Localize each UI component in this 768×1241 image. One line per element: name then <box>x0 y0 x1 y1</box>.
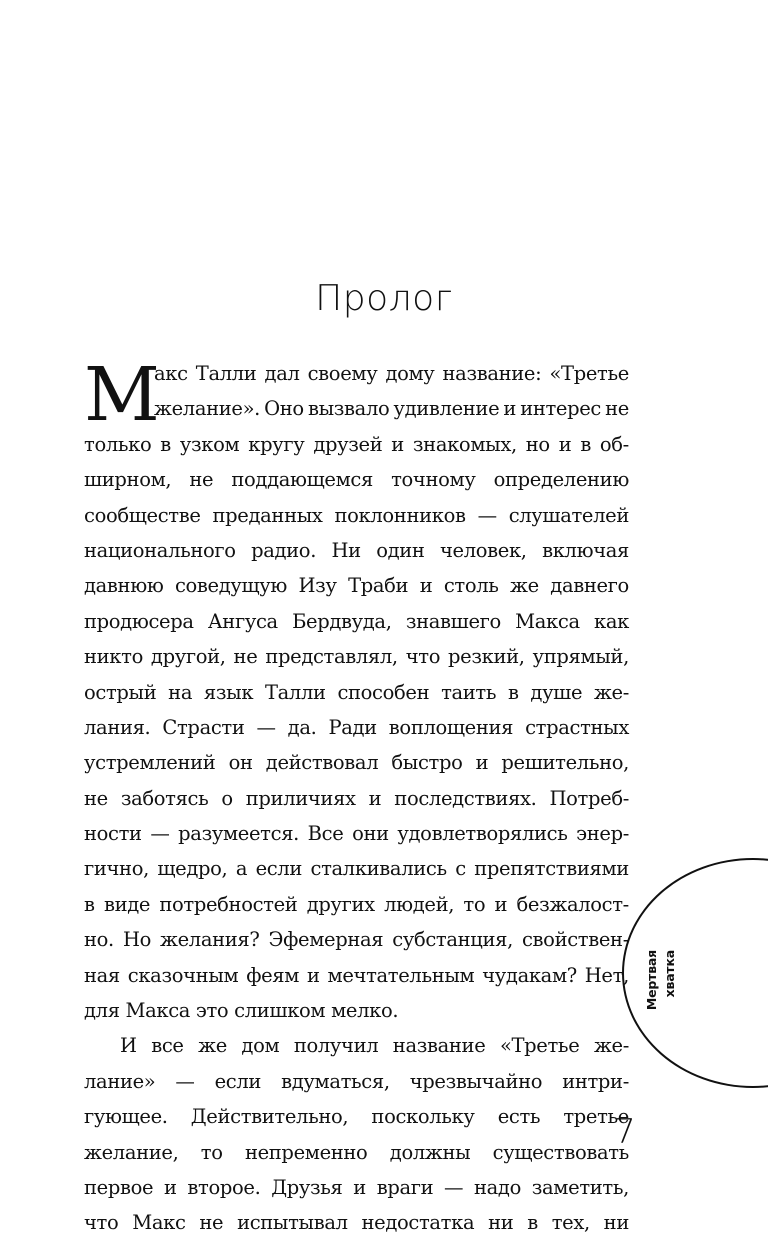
drop-cap: М <box>84 352 160 438</box>
text-line: продюсера Ангуса Бердвуда, знавшего Макса как <box>84 609 629 633</box>
text-line: гующее. Действительно, поскольку есть третье <box>84 1105 629 1129</box>
series-label-line-2: хватка <box>662 950 677 998</box>
text-line: желание, то непременно должны существовать <box>84 1140 629 1164</box>
series-label <box>640 950 692 1018</box>
text-line: но. Но желания? Эфемерная субстанция, свойствен- <box>84 928 629 952</box>
text-line: никто другой, не представлял, что резкий, упрямый, <box>84 645 629 669</box>
text-line: лание» — если вдуматься, чрезвычайно интри- <box>84 1069 629 1093</box>
text-line: лания. Страсти — да. Ради воплощения страстных <box>84 715 629 739</box>
page-body <box>84 352 629 1241</box>
page-number: 7 <box>614 1112 636 1152</box>
text-line: национального радио. Ни один человек, включая <box>84 538 629 562</box>
text-line: устремлений он действовал быстро и решительно, <box>84 751 629 775</box>
text-line: гично, щедро, а если сталкивались с препятствиями <box>84 857 629 881</box>
series-label-line-1: Мертвая <box>644 950 659 1011</box>
text-line: не заботясь о приличиях и последствиях. Потреб- <box>84 786 629 810</box>
text-line: острый на язык Талли способен таить в душе же- <box>84 680 629 704</box>
text-line: только в узком кругу друзей и знакомых, но и в об- <box>84 432 629 456</box>
text-line: первое и второе. Друзья и враги — надо заметить, <box>84 1175 629 1199</box>
text-line: ширном, не поддающемся точному определению <box>84 468 629 492</box>
text-line: что Макс не испытывал недостатка ни в тех, ни <box>84 1211 629 1235</box>
text-line: для Макса это слишком мелко. <box>84 999 399 1023</box>
paragraph-2 <box>84 1028 629 1240</box>
text-line: ная сказочным феям и мечтательным чудакам? Нет, <box>84 963 629 987</box>
chapter-title: Пролог <box>315 278 453 319</box>
text-line: желание». Оно вызвало удивление и интерес не <box>154 397 629 421</box>
text-line: ности — разумеется. Все они удовлетворялись энер- <box>84 822 629 846</box>
text-line: в виде потребностей других людей, то и безжалост- <box>84 892 629 916</box>
text-line: сообществе преданных поклонников — слушателей <box>84 503 629 527</box>
text-line: давнюю соведущую Изу Траби и столь же давнего <box>84 574 629 598</box>
text-line: И все же дом получил название «Третье же- <box>120 1034 629 1058</box>
text-line: акс Талли дал своему дому название: «Третье <box>154 362 629 385</box>
paragraph-1 <box>84 352 629 1028</box>
